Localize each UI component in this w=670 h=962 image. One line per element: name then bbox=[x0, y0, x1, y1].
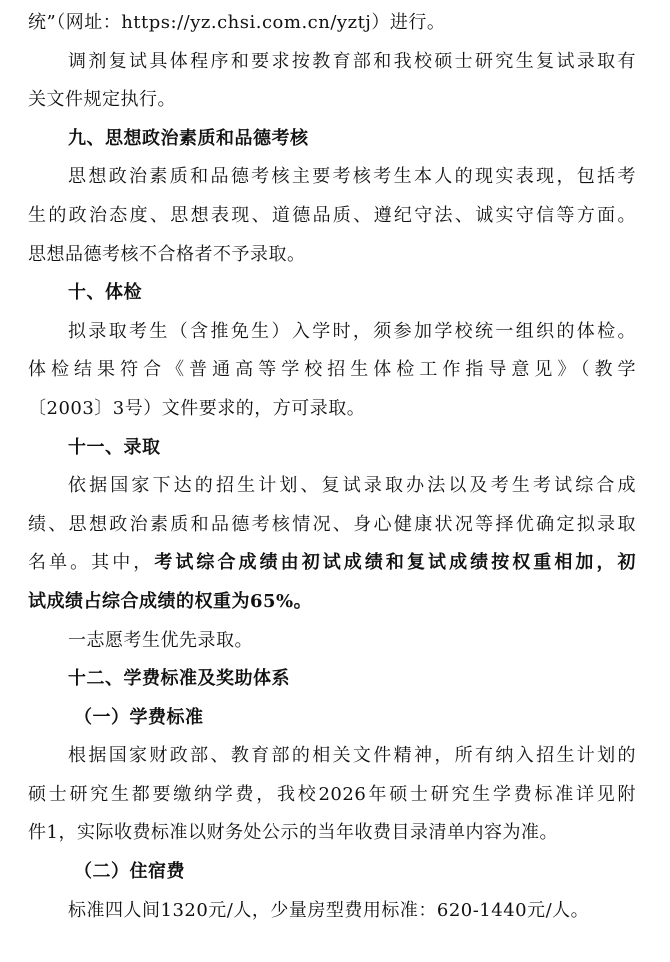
text-run: 名单。其中， bbox=[28, 552, 155, 574]
section-heading: 十一、录取 bbox=[68, 436, 161, 458]
text-line: 统”（网址：https://yz.chsi.com.cn/yztj）进行。 bbox=[28, 12, 446, 33]
section-heading: 十、体检 bbox=[68, 282, 142, 304]
text-line: 根据国家财政部、教育部的相关文件精神，所有纳入招生计划的 bbox=[68, 745, 636, 767]
emphasis-line: 试成绩占综合成绩的权重为65%。 bbox=[28, 590, 313, 612]
text-line: 〔2003〕3号）文件要求的，方可录取。 bbox=[28, 397, 366, 419]
text-line: 依据国家下达的招生计划、复试录取办法以及考生考试综合成 bbox=[68, 475, 636, 497]
text-line bbox=[28, 544, 636, 583]
text-line: 调剂复试具体程序和要求按教育部和我校硕士研究生复试录取有 bbox=[68, 50, 636, 72]
text-line: 一志愿考生优先录取。 bbox=[68, 629, 253, 651]
emphasis-text: 考试综合成绩由初试成绩和复试成绩按权重相加，初 bbox=[154, 552, 636, 574]
text-line: 思想政治素质和品德考核主要考核考生本人的现实表现，包括考 bbox=[68, 166, 636, 188]
text-line: 硕士研究生都要缴纳学费，我校2026年硕士研究生学费标准详见附 bbox=[28, 783, 636, 805]
text-line: 标准四人间1320元/人，少量房型费用标准：620-1440元/人。 bbox=[68, 899, 590, 921]
text-line: 生的政治态度、思想表现、道德品质、遵纪守法、诚实守信等方面。 bbox=[28, 204, 636, 226]
text-line: 绩、思想政治素质和品德考核情况、身心健康状况等择优确定拟录取 bbox=[28, 513, 636, 535]
text-line: 件1，实际收费标准以财务处公示的当年收费目录清单内容为准。 bbox=[28, 822, 558, 844]
section-heading: 九、思想政治素质和品德考核 bbox=[68, 127, 309, 149]
text-line: 体检结果符合《普通高等学校招生体检工作指导意见》（教学 bbox=[28, 359, 636, 381]
text-line: 拟录取考生（含推免生）入学时，须参加学校统一组织的体检。 bbox=[68, 320, 636, 342]
text-line: 关文件规定执行。 bbox=[28, 89, 176, 111]
subsection-heading: （二）住宿费 bbox=[74, 861, 185, 883]
section-heading: 十二、学费标准及奖助体系 bbox=[68, 668, 290, 690]
text-line: 思想品德考核不合格者不予录取。 bbox=[28, 243, 306, 265]
subsection-heading: （一）学费标准 bbox=[74, 706, 204, 728]
